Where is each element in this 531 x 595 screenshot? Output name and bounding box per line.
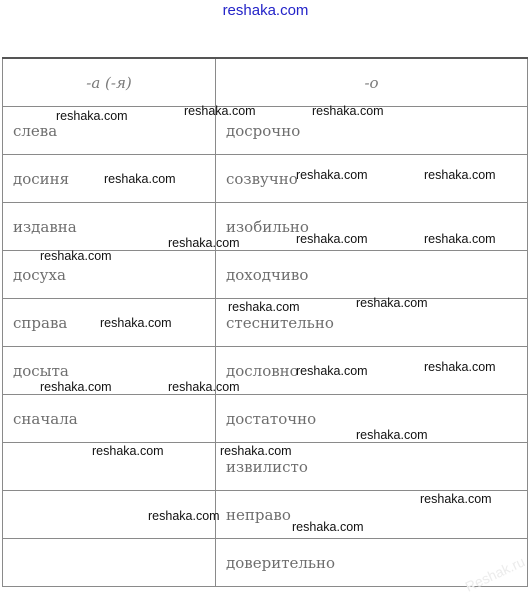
site-watermark: reshaka.com [296, 364, 368, 378]
corner-watermark: Reshak.ru [462, 553, 528, 595]
site-watermark: reshaka.com [148, 509, 220, 523]
word-suffix-o: изобильно [216, 203, 528, 251]
word-suffix-a: справа [3, 299, 216, 347]
word-suffix-o: доверительно [216, 539, 528, 587]
site-watermark: reshaka.com [420, 492, 492, 506]
word-suffix-a: досыта [3, 347, 216, 395]
word-suffix-o: достаточно [216, 395, 528, 443]
word-suffix-o: досрочно [216, 107, 528, 155]
site-watermark: reshaka.com [424, 360, 496, 374]
site-watermark: reshaka.com [104, 172, 176, 186]
site-watermark: reshaka.com [40, 249, 112, 263]
suffix-table [2, 57, 528, 587]
site-watermark: reshaka.com [312, 104, 384, 118]
word-suffix-o: дословно [216, 347, 528, 395]
site-watermark: reshaka.com [40, 380, 112, 394]
word-suffix-a: сначала [3, 395, 216, 443]
site-watermark: reshaka.com [168, 380, 240, 394]
site-watermark: reshaka.com [228, 300, 300, 314]
word-suffix-a: слева [3, 107, 216, 155]
site-header[interactable]: reshaka.com [222, 2, 309, 19]
site-watermark: reshaka.com [356, 296, 428, 310]
word-suffix-o: стеснительно [216, 299, 528, 347]
word-suffix-a: издавна [3, 203, 216, 251]
site-watermark: reshaka.com [184, 104, 256, 118]
site-watermark: reshaka.com [220, 444, 292, 458]
word-suffix-o: созвучно [216, 155, 528, 203]
table-row [3, 539, 528, 587]
word-suffix-a: досиня [3, 155, 216, 203]
site-watermark: reshaka.com [292, 520, 364, 534]
table-header-row [3, 58, 528, 107]
table-row [3, 395, 528, 443]
site-watermark: reshaka.com [356, 428, 428, 442]
site-watermark: reshaka.com [56, 109, 128, 123]
word-suffix-o: неправо [216, 491, 528, 539]
site-watermark: reshaka.com [424, 168, 496, 182]
column-header-a: -а (-я) [3, 58, 216, 107]
word-suffix-a [3, 539, 216, 587]
site-watermark: reshaka.com [424, 232, 496, 246]
site-watermark: reshaka.com [296, 232, 368, 246]
site-watermark: reshaka.com [168, 236, 240, 250]
site-watermark: reshaka.com [296, 168, 368, 182]
word-suffix-a: досуха [3, 251, 216, 299]
column-header-o: -о [216, 58, 528, 107]
word-suffix-o: доходчиво [216, 251, 528, 299]
word-suffix-o: извилисто [216, 443, 528, 491]
site-watermark: reshaka.com [92, 444, 164, 458]
site-watermark: reshaka.com [100, 316, 172, 330]
